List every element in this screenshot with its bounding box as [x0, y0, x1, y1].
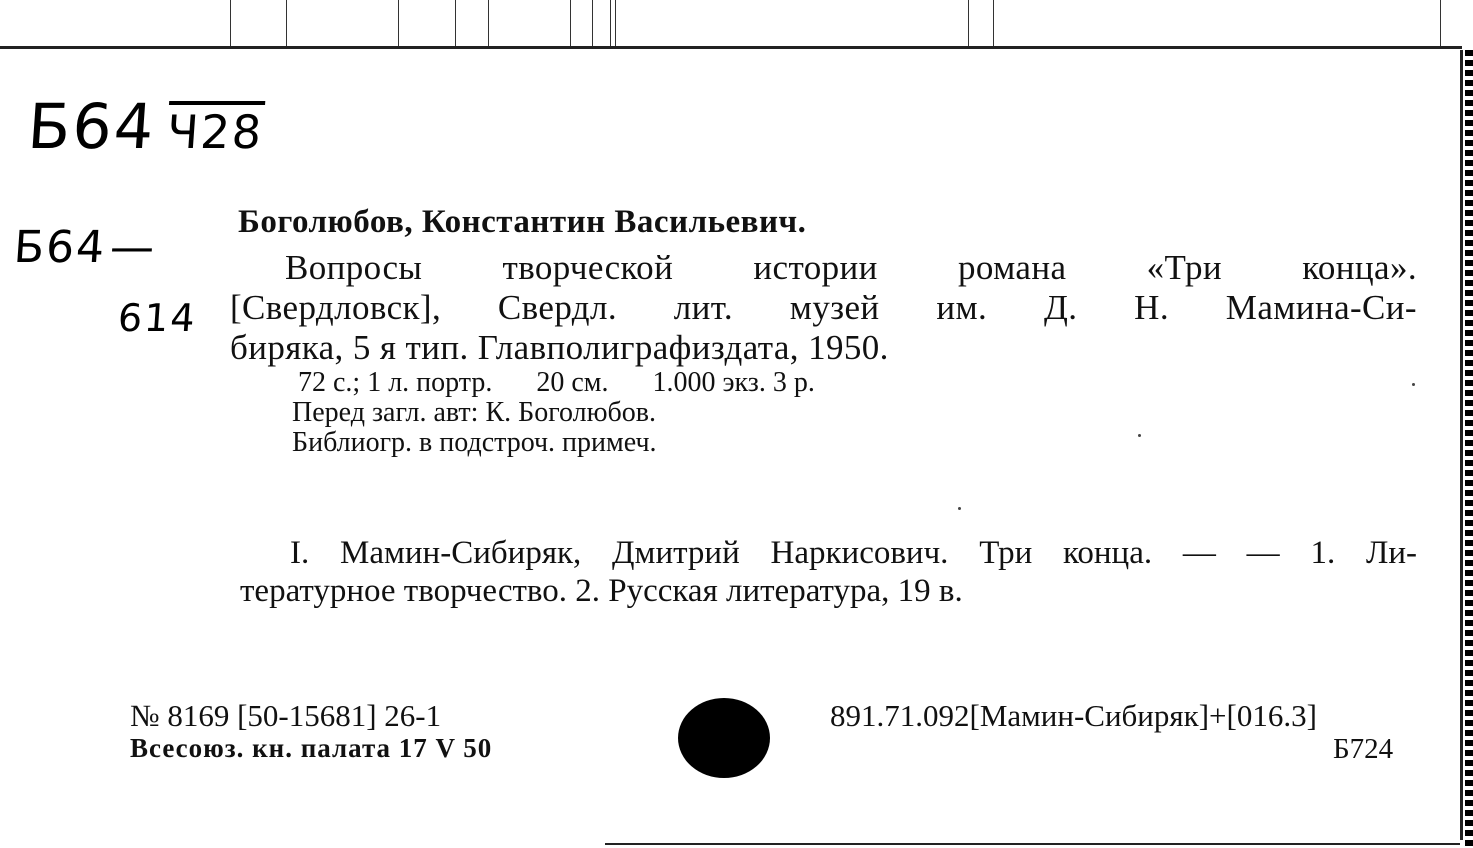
scan-speck: [1138, 434, 1141, 437]
card-top-edge: [0, 46, 1462, 49]
title-line-2: [Свердловск], Свердл. лит. музей им. Д. Н. Мамина-Си-: [230, 288, 1417, 327]
handwritten-call-number-left: Б64—: [12, 222, 158, 273]
title-line-1: Вопросы творческой истории романа «Три конца».: [285, 248, 1417, 287]
pages: 72 с.; 1 л. портр.: [298, 367, 493, 398]
size: 20 см.: [536, 367, 609, 398]
author-heading: Боголюбов, Константин Васильевич.: [238, 204, 807, 240]
scan-right-strip: [1465, 50, 1473, 848]
note-bibliography: Библиогр. в подстроч. примеч.: [292, 427, 657, 458]
note-author: Перед загл. авт: К. Боголюбов.: [292, 397, 656, 428]
scan-speck: [1412, 383, 1415, 386]
handwritten-shelf-number: 614: [116, 296, 199, 340]
tracing-line-2: тературное творчество. 2. Русская литература, 19 в.: [240, 573, 963, 609]
handwritten-call-number-top: Б64 Ч28: [25, 90, 266, 163]
physical-description: [298, 367, 815, 399]
scan-speck: [958, 507, 961, 510]
punch-hole: [678, 698, 770, 778]
tracing-line-1: I. Мамин-Сибиряк, Дмитрий Наркисович. Три конца. — — 1. Ли-: [290, 535, 1417, 571]
copies-price: 1.000 экз. 3 р.: [652, 367, 815, 398]
card-bottom-edge: [605, 843, 1460, 845]
scan-top-strip: [0, 0, 1473, 48]
classification: 891.71.092[Мамин-Сибиряк]+[016.3]: [830, 698, 1317, 733]
card-number: № 8169 [50-15681] 26-1: [130, 698, 442, 733]
book-chamber: Всесоюз. кн. палата 17 V 50: [130, 733, 493, 763]
cutter-number: Б724: [1333, 733, 1394, 765]
card-right-edge: [1460, 50, 1463, 840]
title-line-3: биряка, 5 я тип. Главполиграфиздата, 1950.: [230, 328, 889, 367]
